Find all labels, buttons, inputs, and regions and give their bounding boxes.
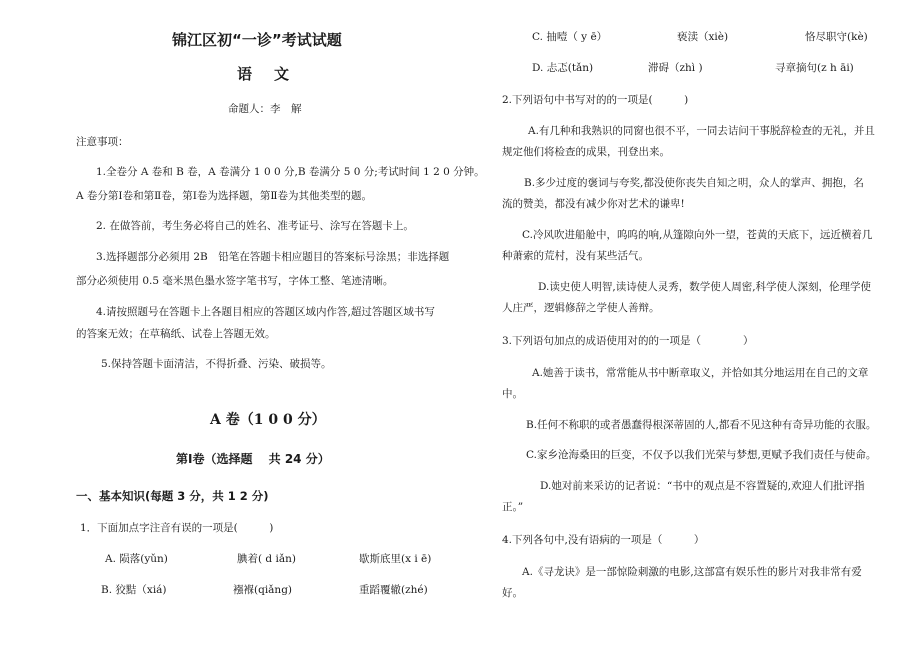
section-title: 一、基本知识(每题 3 分，共 1 2 分): [76, 489, 269, 503]
notice-line: 的答案无效；在草稿纸、试卷上答题无效。: [76, 328, 276, 340]
answer-option: A. 陨落(yǔn): [105, 553, 168, 565]
answer-option: D.她对前来采访的记者说：“书中的观点是不容置疑的,欢迎人们批评指: [540, 480, 865, 492]
question-stem: 4.下列各句中,没有语病的一项是（ ）: [502, 534, 705, 546]
answer-option: B.多少过度的褒词与夸奖,都没使你丧失自知之明，众人的掌声、拥抱，名: [524, 177, 864, 189]
answer-option: C. 抽噎（ y ē）: [532, 31, 608, 43]
answer-option: 歇斯底里(x i ē): [359, 553, 432, 565]
answer-option-continued: 好。: [502, 587, 523, 599]
answer-option-continued: 正。”: [502, 501, 524, 513]
answer-option: C.家乡沧海桑田的巨变，不仅予以我们光荣与梦想,更赋予我们责任与使命。: [526, 449, 877, 461]
answer-option: 重蹈覆辙(zhé): [359, 584, 428, 596]
answer-option: A.她善于读书，常常能从书中断章取义，并恰如其分地运用在自己的文章: [532, 367, 869, 379]
answer-option-continued: 规定他们将检查的成果，刊登出来。: [502, 146, 670, 158]
author-line: 命题人：李 解: [228, 103, 302, 115]
answer-option: 亵渎（xiè): [677, 31, 729, 43]
notice-heading: 注意事项：: [76, 136, 129, 148]
answer-option-continued: 人庄严，逻辑修辞之学使人善辩。: [502, 302, 660, 314]
notice-line: 1.全卷分 A 卷和 B 卷，A 卷满分 1 0 0 分,B 卷满分 5 0 分;考试时间 1 2 0 分钟。: [96, 166, 485, 178]
notice-line: 4.请按照题号在答题卡上各题目相应的答题区域内作答,超过答题区域书写: [96, 306, 435, 318]
answer-option: D.读史使人明智,读诗使人灵秀，数学使人周密,科学使人深刻，伦理学使: [538, 281, 872, 293]
notice-line: 部分必须使用 0.5 毫米黑色墨水签字笔书写，字体工整、笔迹清晰。: [76, 275, 394, 287]
answer-option-continued: 中。: [502, 388, 523, 400]
notice-line: A 卷分第Ⅰ卷和第Ⅱ卷，第Ⅰ卷为选择题，第Ⅱ卷为其他类型的题。: [76, 190, 372, 202]
part-title: 第Ⅰ卷（选择题 共 24 分）: [176, 452, 330, 466]
notice-line: 3.选择题部分必须用 2B 铅笔在答题卡相应题目的答案标号涂黑；非选择题: [96, 251, 450, 263]
answer-option: A.《寻龙诀》是一部惊险刺激的电影,这部富有娱乐性的影片对我非常有爱: [522, 566, 862, 578]
answer-option: D. 忐忑(tǎn): [532, 62, 594, 74]
answer-option-continued: 流的赞美，都没有减少你对艺术的谦卑!: [502, 198, 685, 210]
question-stem: 3.下列语句加点的成语使用对的的一项是（ ）: [502, 335, 754, 347]
exam-title: 锦江区初“一诊”考试试题: [172, 31, 342, 49]
subject-title: 语文: [237, 65, 312, 83]
question-stem: 1．下面加点字注音有误的一项是( ): [80, 522, 274, 534]
answer-option: A.有几种和我熟识的同窗也很不平，一同去诘问干事脱辞检查的无礼，并且: [528, 125, 875, 137]
answer-option: 寻章摘句(z h āi): [775, 62, 854, 74]
volume-title: A 卷（1 0 0 分）: [210, 412, 326, 428]
answer-option: 恪尽职守(kè): [805, 31, 868, 43]
notice-line: 2. 在做答前，考生务必将自己的姓名、准考证号、涂写在答题卡上。: [96, 220, 414, 232]
notice-line: 5.保持答题卡面清洁，不得折叠、污染、破损等。: [101, 358, 332, 370]
answer-option: 襁褓(qiǎng): [233, 584, 293, 596]
answer-option-continued: 种萧索的荒村，没有某些活气。: [502, 250, 649, 262]
answer-option: B.任何不称职的或者愚蠢得根深蒂固的人,都看不见这种有奇异功能的衣服。: [526, 419, 877, 431]
answer-option: 滞碍（zhì ): [648, 62, 703, 74]
answer-option: 腆着( d iǎn): [237, 553, 296, 565]
answer-option: C.冷风吹进船舱中，呜呜的响,从篷隙向外一望，苍黄的天底下，远近横着几: [522, 229, 873, 241]
question-stem: 2.下列语句中书写对的的一项是( ): [502, 94, 689, 106]
answer-option: B. 狡黠（xiá): [101, 584, 167, 596]
